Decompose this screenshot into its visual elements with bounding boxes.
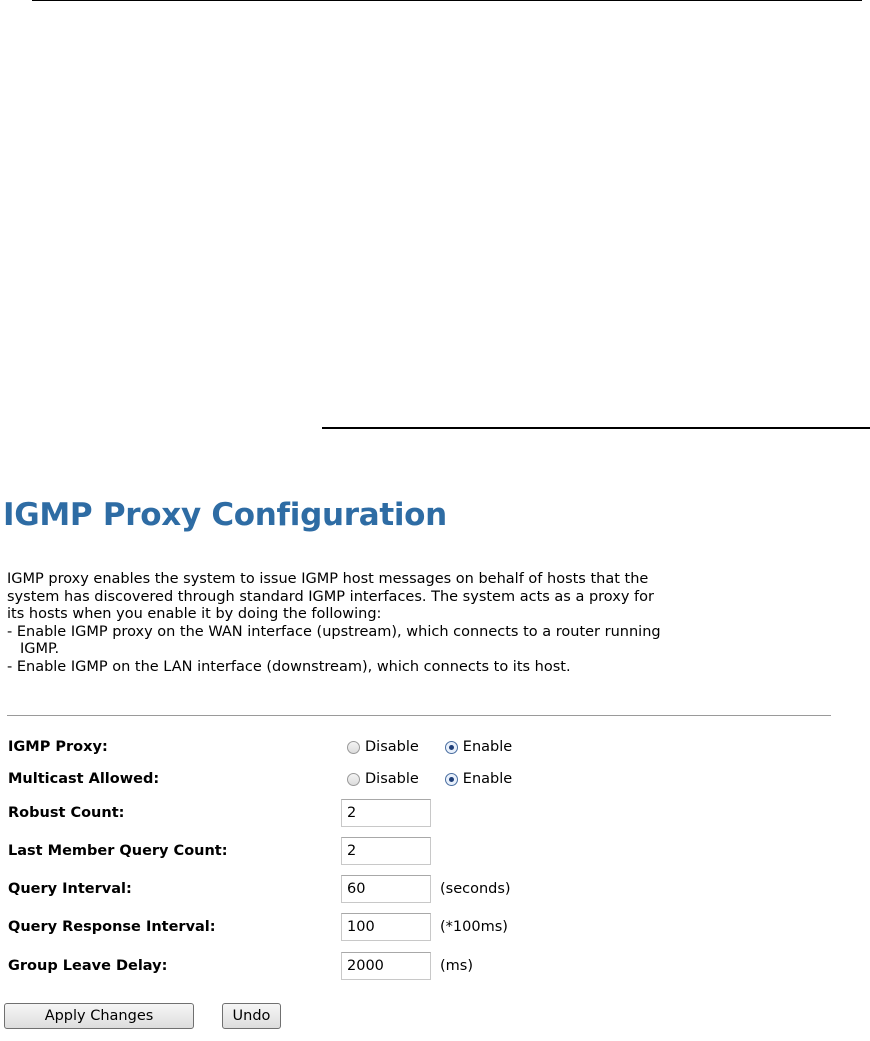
- last-member-query-count-row: [0, 835, 870, 867]
- form-divider: [7, 715, 831, 716]
- group-leave-delay-row: [0, 950, 870, 982]
- robust-count-label: Robust Count:: [8, 805, 125, 821]
- description: [7, 571, 832, 676]
- group-leave-delay-label: Group Leave Delay:: [8, 958, 168, 974]
- multicast-allowed-label: Multicast Allowed:: [8, 771, 160, 787]
- query-response-interval-label: Query Response Interval:: [8, 919, 216, 935]
- description-line: IGMP proxy enables the system to issue IGMP host messages on behalf of hosts that the: [7, 571, 649, 587]
- igmp-proxy-radio-group: [347, 739, 512, 755]
- last-member-query-count-input[interactable]: [341, 837, 431, 865]
- group-leave-delay-unit: (ms): [440, 958, 473, 974]
- query-interval-unit: (seconds): [440, 881, 511, 897]
- igmp-proxy-disable-radio[interactable]: [347, 741, 360, 754]
- undo-button[interactable]: Undo: [222, 1003, 281, 1029]
- query-response-interval-row: [0, 911, 870, 943]
- section-divider: [322, 427, 870, 429]
- multicast-allowed-enable-radio[interactable]: [445, 773, 458, 786]
- robust-count-row: [0, 797, 870, 829]
- multicast-allowed-enable-label: Enable: [462, 771, 513, 787]
- top-divider: [32, 0, 862, 1]
- description-line: its hosts when you enable it by doing the following:: [7, 606, 382, 622]
- multicast-allowed-radio-group: [347, 771, 512, 787]
- query-interval-input[interactable]: [341, 875, 431, 903]
- query-interval-row: [0, 873, 870, 905]
- last-member-query-count-label: Last Member Query Count:: [8, 843, 228, 859]
- query-response-interval-unit: (*100ms): [440, 919, 508, 935]
- group-leave-delay-input[interactable]: [341, 952, 431, 980]
- multicast-allowed-row: [0, 763, 870, 795]
- multicast-allowed-disable-radio[interactable]: [347, 773, 360, 786]
- robust-count-input[interactable]: [341, 799, 431, 827]
- igmp-proxy-disable-label: Disable: [365, 739, 419, 755]
- igmp-proxy-enable-radio[interactable]: [445, 741, 458, 754]
- page-title: IGMP Proxy Configuration: [3, 497, 447, 533]
- igmp-proxy-label: IGMP Proxy:: [8, 739, 108, 755]
- multicast-allowed-disable-label: Disable: [365, 771, 419, 787]
- query-response-interval-input[interactable]: [341, 913, 431, 941]
- description-line: - Enable IGMP proxy on the WAN interface (upstream), which connects to a router running: [7, 623, 661, 640]
- query-interval-label: Query Interval:: [8, 881, 132, 897]
- igmp-proxy-enable-label: Enable: [462, 739, 513, 755]
- description-line: IGMP.: [20, 641, 60, 657]
- apply-changes-button[interactable]: Apply Changes: [4, 1003, 194, 1029]
- multicast-allowed-disable-option[interactable]: [347, 771, 419, 787]
- multicast-allowed-enable-option[interactable]: [445, 771, 512, 787]
- igmp-proxy-enable-option[interactable]: [445, 739, 512, 755]
- description-line: - Enable IGMP on the LAN interface (downstream), which connects to its host.: [7, 658, 571, 675]
- igmp-proxy-row: [0, 731, 870, 763]
- description-line: system has discovered through standard IGMP interfaces. The system acts as a proxy for: [7, 588, 654, 605]
- igmp-proxy-disable-option[interactable]: [347, 739, 419, 755]
